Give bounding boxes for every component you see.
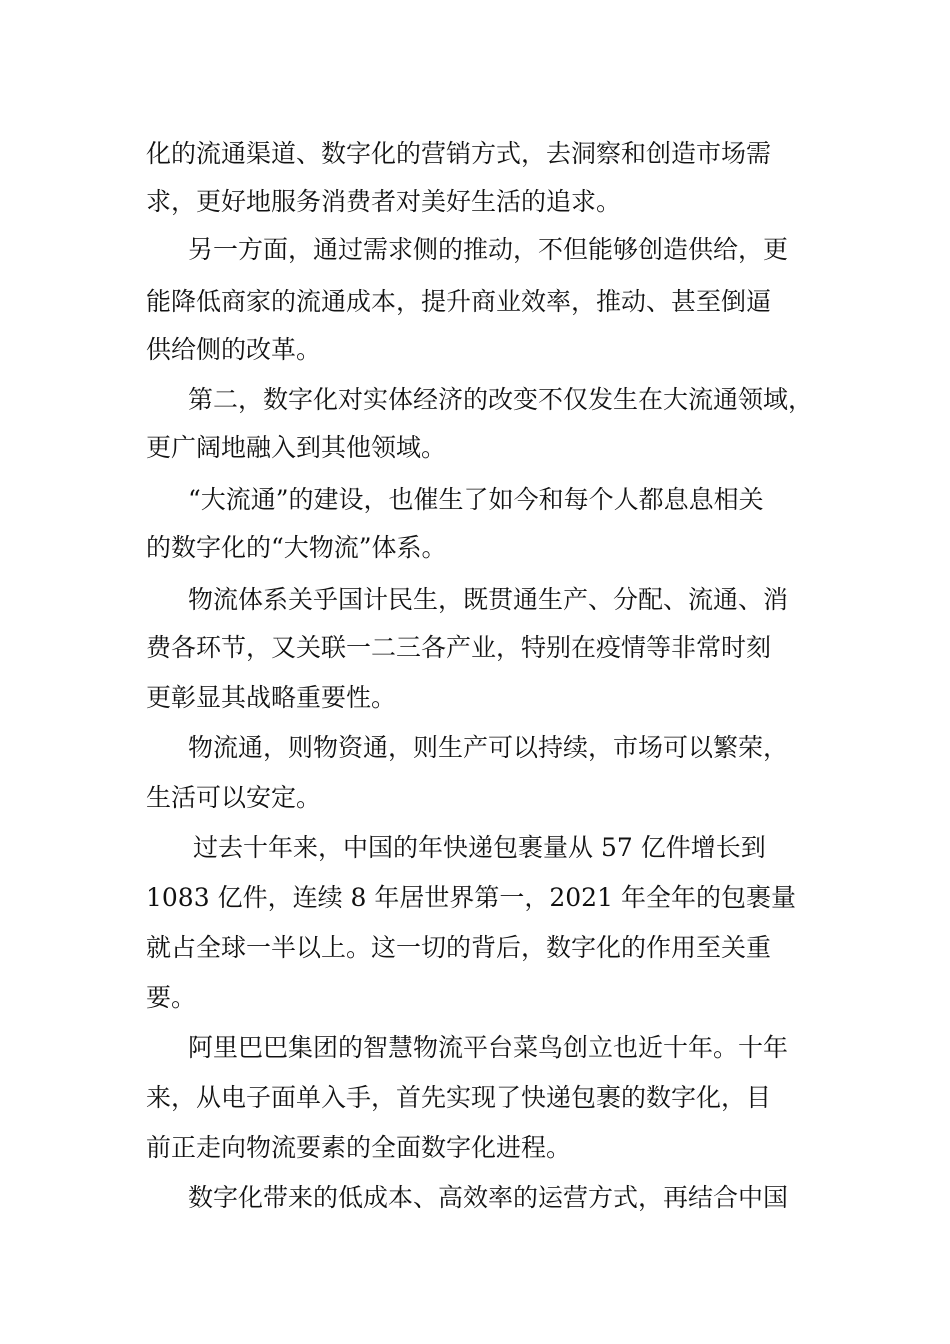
text-line-14: 生活可以安定。: [146, 783, 322, 812]
text-line-21: 前正走向物流要素的全面数字化进程。: [146, 1133, 572, 1162]
text-line-17: 就占全球一半以上。这一切的背后，数字化的作用至关重: [146, 933, 772, 962]
text-line-7: 更广阔地融入到其他领域。: [146, 433, 447, 462]
text-line-4: 能降低商家的流通成本，提升商业效率，推动、甚至倒逼: [146, 287, 772, 316]
text-line-13: 物流通，则物资通，则生产可以持续，市场可以繁荣，: [188, 733, 789, 762]
text-line-10: 物流体系关乎国计民生，既贯通生产、分配、流通、消: [188, 585, 789, 614]
text-line-15: 过去十年来，中国的年快递包裹量从 57 亿件增长到: [193, 833, 766, 862]
text-line-16: 1083 亿件，连续 8 年居世界第一，2021 年全年的包裹量: [146, 883, 796, 912]
text-line-19: 阿里巴巴集团的智慧物流平台菜鸟创立也近十年。十年: [188, 1033, 789, 1062]
text-line-8: “大流通”的建设，也催生了如今和每个人都息息相关: [188, 485, 764, 514]
text-line-18: 要。: [146, 983, 197, 1012]
text-line-1: 化的流通渠道、数字化的营销方式，去洞察和创造市场需: [146, 139, 772, 168]
text-line-22: 数字化带来的低成本、高效率的运营方式，再结合中国: [188, 1183, 789, 1212]
text-line-20: 来，从电子面单入手，首先实现了快递包裹的数字化，目: [146, 1083, 772, 1112]
text-line-12: 更彰显其战略重要性。: [146, 683, 397, 712]
text-line-9: 的数字化的“大物流”体系。: [146, 533, 447, 562]
text-line-11: 费各环节，又关联一二三各产业，特别在疫情等非常时刻: [146, 633, 772, 662]
text-line-2: 求，更好地服务消费者对美好生活的追求。: [146, 187, 622, 216]
text-line-6: 第二，数字化对实体经济的改变不仅发生在大流通领域，: [188, 385, 814, 414]
text-line-3: 另一方面，通过需求侧的推动，不但能够创造供给，更: [188, 235, 789, 264]
text-line-5: 供给侧的改革。: [146, 335, 322, 364]
